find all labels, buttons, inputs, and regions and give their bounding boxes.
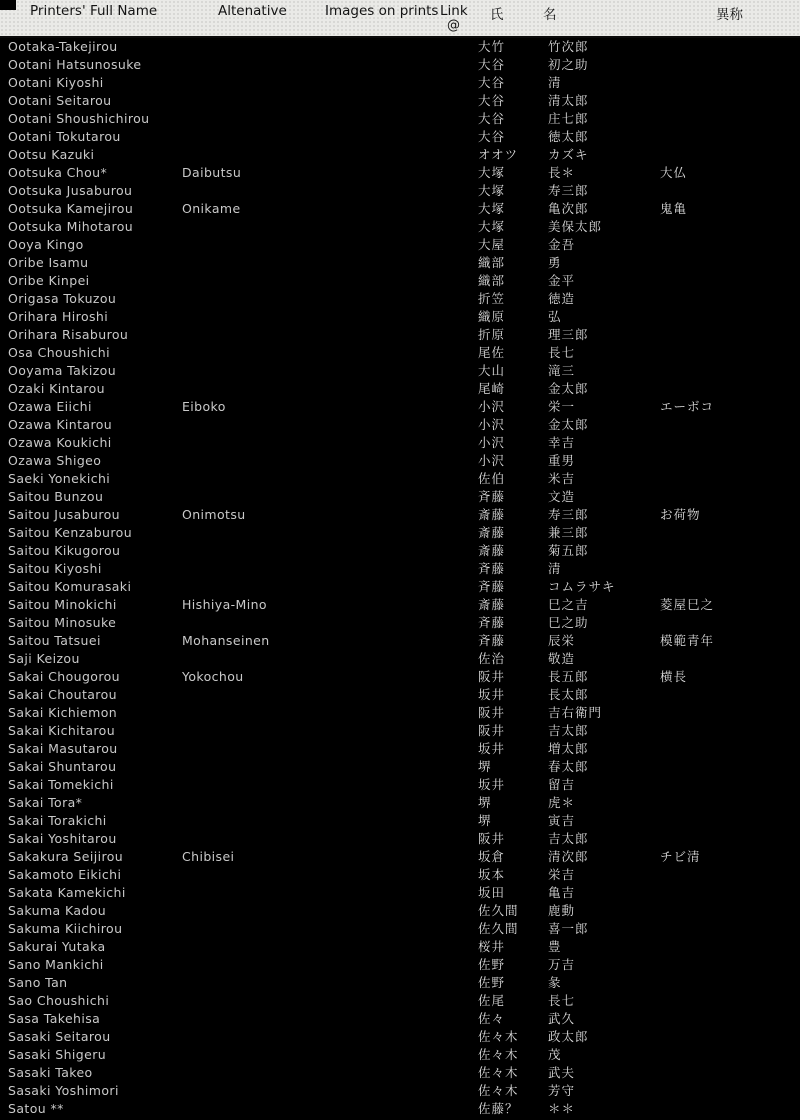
given-name-kanji: カズキ	[548, 147, 589, 162]
surname-kanji: 坂井	[478, 741, 506, 756]
table-row	[0, 632, 800, 650]
printer-full-name: Saitou Bunzou	[8, 489, 104, 504]
surname-kanji: 斎藤	[478, 597, 506, 612]
printer-full-name: Ootsuka Jusaburou	[8, 183, 133, 198]
given-name-kanji: 虎＊	[548, 795, 576, 810]
table-row	[0, 866, 800, 884]
surname-kanji: 佐伯	[478, 471, 506, 486]
given-name-kanji: 芳守	[548, 1083, 576, 1098]
surname-kanji: 大竹	[478, 39, 506, 54]
table-row	[0, 794, 800, 812]
table-row	[0, 776, 800, 794]
printer-full-name: Orihara Hiroshi	[8, 309, 109, 324]
printer-full-name: Ootsuka Chou*	[8, 165, 108, 180]
scan-corner-artifact	[0, 0, 16, 10]
given-name-kanji: 理三郎	[548, 327, 589, 342]
surname-kanji: 大山	[478, 363, 506, 378]
given-name-kanji: 留吉	[548, 777, 576, 792]
table-row	[0, 812, 800, 830]
printer-full-name: Oribe Kinpei	[8, 273, 90, 288]
printer-full-name: Ootsuka Mihotarou	[8, 219, 134, 234]
table-row	[0, 1064, 800, 1082]
surname-kanji: 阪井	[478, 705, 506, 720]
table-row	[0, 344, 800, 362]
printer-full-name: Oribe Isamu	[8, 255, 89, 270]
printer-full-name: Saitou Kenzaburou	[8, 525, 133, 540]
surname-kanji: 大塚	[478, 183, 506, 198]
surname-kanji: 堺	[478, 813, 492, 828]
printer-full-name: Ozawa Koukichi	[8, 435, 112, 450]
given-name-kanji: 長太郎	[548, 687, 589, 702]
table-row	[0, 992, 800, 1010]
surname-kanji: 尾崎	[478, 381, 506, 396]
given-name-kanji: 米吉	[548, 471, 576, 486]
table-row	[0, 920, 800, 938]
surname-kanji: 織部	[478, 273, 506, 288]
alias-kanji: 鬼亀	[660, 201, 688, 216]
alternative-name: Chibisei	[182, 849, 235, 864]
given-name-kanji: 政太郎	[548, 1029, 589, 1044]
surname-kanji: 大谷	[478, 111, 506, 126]
printer-full-name: Sakamoto Eikichi	[8, 867, 122, 882]
printer-full-name: Sakakura Seijirou	[8, 849, 124, 864]
given-name-kanji: 亀吉	[548, 885, 576, 900]
table-row	[0, 236, 800, 254]
given-name-kanji: 長＊	[548, 165, 576, 180]
table-header	[0, 0, 800, 38]
table-row	[0, 452, 800, 470]
given-name-kanji: 増太郎	[548, 741, 589, 756]
surname-kanji: 小沢	[478, 417, 506, 432]
table-row	[0, 524, 800, 542]
printer-full-name: Sakai Yoshitarou	[8, 831, 117, 846]
surname-kanji: 堺	[478, 759, 492, 774]
surname-kanji: 尾佐	[478, 345, 506, 360]
given-name-kanji: 万吉	[548, 957, 576, 972]
printer-full-name: Saitou Jusaburou	[8, 507, 120, 522]
surname-kanji: 坂井	[478, 687, 506, 702]
alternative-name: Onikame	[182, 201, 241, 216]
table-row	[0, 848, 800, 866]
printer-full-name: Sakuma Kadou	[8, 903, 107, 918]
table-row	[0, 470, 800, 488]
printer-full-name: Ootani Shoushichirou	[8, 111, 150, 126]
surname-kanji: 阪井	[478, 723, 506, 738]
table-row	[0, 146, 800, 164]
printer-full-name: Sano Mankichi	[8, 957, 104, 972]
alias-kanji: 大仏	[660, 165, 688, 180]
table-row	[0, 218, 800, 236]
printer-full-name: Sakai Shuntarou	[8, 759, 117, 774]
given-name-kanji: 長五郎	[548, 669, 589, 684]
surname-kanji: 佐久間	[478, 903, 519, 918]
surname-kanji: 坂倉	[478, 849, 506, 864]
surname-kanji: 小沢	[478, 435, 506, 450]
surname-kanji: 斎藤	[478, 543, 506, 558]
given-name-kanji: 長七	[548, 345, 576, 360]
printer-full-name: Sasa Takehisa	[8, 1011, 101, 1026]
table-row	[0, 128, 800, 146]
given-name-kanji: 栄一	[548, 399, 576, 414]
table-row	[0, 1082, 800, 1100]
alias-kanji: お荷物	[660, 507, 701, 522]
printer-full-name: Ooyama Takizou	[8, 363, 117, 378]
given-name-kanji: 吉太郎	[548, 723, 589, 738]
surname-kanji: 斉藤	[478, 579, 506, 594]
printer-full-name: Ooya Kingo	[8, 237, 84, 252]
given-name-kanji: 弘	[548, 309, 562, 324]
table-row	[0, 758, 800, 776]
surname-kanji: 斎藤	[478, 507, 506, 522]
given-name-kanji: 春太郎	[548, 759, 589, 774]
given-name-kanji: 茂	[548, 1047, 562, 1062]
given-name-kanji: 豊	[548, 939, 562, 954]
table-row	[0, 614, 800, 632]
table-row	[0, 362, 800, 380]
table-row	[0, 578, 800, 596]
printer-full-name: Saeki Yonekichi	[8, 471, 111, 486]
surname-kanji: 堺	[478, 795, 492, 810]
surname-kanji: 大谷	[478, 93, 506, 108]
printer-full-name: Saitou Minokichi	[8, 597, 117, 612]
table-row	[0, 434, 800, 452]
printer-full-name: Ootani Kiyoshi	[8, 75, 104, 90]
table-row	[0, 56, 800, 74]
given-name-kanji: 吉太郎	[548, 831, 589, 846]
printer-full-name: Ootani Tokutarou	[8, 129, 121, 144]
table-row	[0, 164, 800, 182]
table-row	[0, 902, 800, 920]
given-name-kanji: 敬造	[548, 651, 576, 666]
given-name-kanji: 辰栄	[548, 633, 576, 648]
given-name-kanji: 文造	[548, 489, 576, 504]
surname-kanji: 斉藤	[478, 489, 506, 504]
column-header-given-name-kanji: 名	[543, 7, 557, 23]
table-row	[0, 182, 800, 200]
table-row	[0, 884, 800, 902]
printer-full-name: Sakai Kichiemon	[8, 705, 118, 720]
surname-kanji: 大塚	[478, 165, 506, 180]
column-header-alias-kanji: 異称	[716, 7, 743, 23]
surname-kanji: 佐藤？	[478, 1101, 519, 1116]
table-row	[0, 956, 800, 974]
printer-full-name: Satou **	[8, 1101, 64, 1116]
given-name-kanji: 巳之助	[548, 615, 589, 630]
table-row	[0, 650, 800, 668]
column-header-images-on-prints: Images on prints	[325, 3, 439, 19]
table-row	[0, 938, 800, 956]
alternative-name: Eiboko	[182, 399, 226, 414]
column-header-link-at-symbol: @	[447, 18, 460, 33]
given-name-kanji: 武夫	[548, 1065, 576, 1080]
printer-full-name: Sakai Kichitarou	[8, 723, 116, 738]
table-row	[0, 830, 800, 848]
given-name-kanji: 金平	[548, 273, 576, 288]
given-name-kanji: 勇	[548, 255, 562, 270]
given-name-kanji: 幸吉	[548, 435, 576, 450]
printer-full-name: Osa Choushichi	[8, 345, 110, 360]
surname-kanji: 大谷	[478, 75, 506, 90]
alternative-name: Daibutsu	[182, 165, 242, 180]
column-header-surname-kanji: 氏	[490, 7, 504, 23]
surname-kanji: オオツ	[478, 147, 519, 162]
table-row	[0, 686, 800, 704]
table-row	[0, 974, 800, 992]
surname-kanji: 佐々木	[478, 1083, 519, 1098]
given-name-kanji: 金太郎	[548, 381, 589, 396]
surname-kanji: 小沢	[478, 453, 506, 468]
printer-full-name: Ootaka-Takejirou	[8, 39, 118, 54]
alias-kanji: 横長	[660, 669, 688, 684]
table-row	[0, 542, 800, 560]
printer-full-name: Origasa Tokuzou	[8, 291, 117, 306]
given-name-kanji: 寅吉	[548, 813, 576, 828]
table-row	[0, 272, 800, 290]
given-name-kanji: 栄吉	[548, 867, 576, 882]
given-name-kanji: 徳太郎	[548, 129, 589, 144]
table-row	[0, 200, 800, 218]
alias-kanji: 模範青年	[660, 633, 715, 648]
surname-kanji: 折笠	[478, 291, 506, 306]
printer-full-name: Sasaki Takeo	[8, 1065, 93, 1080]
given-name-kanji: 彖	[548, 975, 562, 990]
given-name-kanji: 美保太郎	[548, 219, 603, 234]
printer-full-name: Sakai Masutarou	[8, 741, 118, 756]
given-name-kanji: 重男	[548, 453, 576, 468]
given-name-kanji: 亀次郎	[548, 201, 589, 216]
surname-kanji: 佐々木	[478, 1029, 519, 1044]
given-name-kanji: 寿三郎	[548, 183, 589, 198]
surname-kanji: 坂田	[478, 885, 506, 900]
surname-kanji: 佐尾	[478, 993, 506, 1008]
table-row	[0, 1046, 800, 1064]
printer-full-name: Sasaki Yoshimori	[8, 1083, 119, 1098]
table-row	[0, 416, 800, 434]
surname-kanji: 斉藤	[478, 615, 506, 630]
printer-full-name: Sakuma Kiichirou	[8, 921, 123, 936]
given-name-kanji: 喜一郎	[548, 921, 589, 936]
surname-kanji: 大屋	[478, 237, 506, 252]
table-row	[0, 488, 800, 506]
printer-full-name: Ootsu Kazuki	[8, 147, 95, 162]
table-row	[0, 110, 800, 128]
alternative-name: Mohanseinen	[182, 633, 270, 648]
surname-kanji: 佐治	[478, 651, 506, 666]
printer-full-name: Sakai Choutarou	[8, 687, 117, 702]
table-row	[0, 74, 800, 92]
surname-kanji: 阪井	[478, 831, 506, 846]
printer-full-name: Ootsuka Kamejirou	[8, 201, 134, 216]
table-row	[0, 560, 800, 578]
given-name-kanji: 吉右衛門	[548, 705, 603, 720]
table-row	[0, 740, 800, 758]
column-header-full-name: Printers' Full Name	[30, 3, 158, 19]
printer-full-name: Sakai Torakichi	[8, 813, 107, 828]
printer-full-name: Saji Keizou	[8, 651, 80, 666]
given-name-kanji: 金吾	[548, 237, 576, 252]
surname-kanji: 斉藤	[478, 633, 506, 648]
printer-full-name: Ozaki Kintarou	[8, 381, 105, 396]
surname-kanji: 大谷	[478, 129, 506, 144]
printer-full-name: Sasaki Shigeru	[8, 1047, 107, 1062]
table-row	[0, 326, 800, 344]
printer-full-name: Saitou Komurasaki	[8, 579, 132, 594]
given-name-kanji: 鹿動	[548, 903, 576, 918]
surname-kanji: 織原	[478, 309, 506, 324]
table-row	[0, 290, 800, 308]
given-name-kanji: 武久	[548, 1011, 576, 1026]
alias-kanji: エーボコ	[660, 399, 715, 414]
surname-kanji: 佐々木	[478, 1065, 519, 1080]
alternative-name: Hishiya-Mino	[182, 597, 267, 612]
printer-full-name: Sasaki Seitarou	[8, 1029, 111, 1044]
printer-full-name: Sakai Tora*	[8, 795, 83, 810]
printer-full-name: Sakurai Yutaka	[8, 939, 106, 954]
table-row	[0, 308, 800, 326]
given-name-kanji: 清太郎	[548, 93, 589, 108]
table-row	[0, 596, 800, 614]
table-row	[0, 380, 800, 398]
table-row	[0, 398, 800, 416]
given-name-kanji: 徳造	[548, 291, 576, 306]
surname-kanji: 坂本	[478, 867, 506, 882]
table-row	[0, 38, 800, 56]
printer-full-name: Orihara Risaburou	[8, 327, 129, 342]
surname-kanji: 折原	[478, 327, 506, 342]
given-name-kanji: 初之助	[548, 57, 589, 72]
printer-full-name: Sakata Kamekichi	[8, 885, 126, 900]
printer-full-name: Sano Tan	[8, 975, 68, 990]
table-row	[0, 668, 800, 686]
alternative-name: Yokochou	[182, 669, 244, 684]
printer-full-name: Saitou Kiyoshi	[8, 561, 102, 576]
given-name-kanji: 庄七郎	[548, 111, 589, 126]
given-name-kanji: 巳之吉	[548, 597, 589, 612]
table-row	[0, 1028, 800, 1046]
surname-kanji: 斎藤	[478, 525, 506, 540]
surname-kanji: 佐野	[478, 957, 506, 972]
alias-kanji: チビ清	[660, 849, 701, 864]
surname-kanji: 坂井	[478, 777, 506, 792]
column-header-alternative: Altenative	[218, 3, 287, 19]
table-row	[0, 722, 800, 740]
given-name-kanji: 竹次郎	[548, 39, 589, 54]
surname-kanji: 大塚	[478, 219, 506, 234]
surname-kanji: 佐々	[478, 1011, 506, 1026]
table-row	[0, 1010, 800, 1028]
surname-kanji: 桜井	[478, 939, 506, 954]
table-row	[0, 506, 800, 524]
given-name-kanji: 清	[548, 75, 562, 90]
printer-full-name: Ozawa Kintarou	[8, 417, 113, 432]
given-name-kanji: 滝三	[548, 363, 576, 378]
surname-kanji: 織部	[478, 255, 506, 270]
table-row	[0, 92, 800, 110]
printer-full-name: Sakai Tomekichi	[8, 777, 114, 792]
given-name-kanji: 寿三郎	[548, 507, 589, 522]
surname-kanji: 斉藤	[478, 561, 506, 576]
surname-kanji: 阪井	[478, 669, 506, 684]
given-name-kanji: コムラサキ	[548, 579, 616, 594]
alternative-name: Onimotsu	[182, 507, 246, 522]
surname-kanji: 大塚	[478, 201, 506, 216]
alias-kanji: 菱屋巳之	[660, 597, 715, 612]
surname-kanji: 佐久間	[478, 921, 519, 936]
surname-kanji: 佐野	[478, 975, 506, 990]
printer-full-name: Sakai Chougorou	[8, 669, 120, 684]
given-name-kanji: 清	[548, 561, 562, 576]
printer-full-name: Ootani Seitarou	[8, 93, 112, 108]
given-name-kanji: 金太郎	[548, 417, 589, 432]
given-name-kanji: 兼三郎	[548, 525, 589, 540]
surname-kanji: 大谷	[478, 57, 506, 72]
given-name-kanji: 菊五郎	[548, 543, 589, 558]
column-header-link: Link	[440, 3, 468, 19]
printer-full-name: Sao Choushichi	[8, 993, 110, 1008]
printer-full-name: Saitou Minosuke	[8, 615, 117, 630]
printer-full-name: Saitou Kikugorou	[8, 543, 121, 558]
given-name-kanji: ＊＊	[548, 1101, 576, 1116]
printer-full-name: Ozawa Eiichi	[8, 399, 92, 414]
printer-full-name: Ozawa Shigeo	[8, 453, 102, 468]
table-row	[0, 254, 800, 272]
printer-full-name: Ootani Hatsunosuke	[8, 57, 142, 72]
given-name-kanji: 清次郎	[548, 849, 589, 864]
given-name-kanji: 長七	[548, 993, 576, 1008]
surname-kanji: 佐々木	[478, 1047, 519, 1062]
table-row	[0, 1100, 800, 1118]
printer-full-name: Saitou Tatsuei	[8, 633, 101, 648]
surname-kanji: 小沢	[478, 399, 506, 414]
table-body	[0, 38, 800, 1118]
table-row	[0, 704, 800, 722]
